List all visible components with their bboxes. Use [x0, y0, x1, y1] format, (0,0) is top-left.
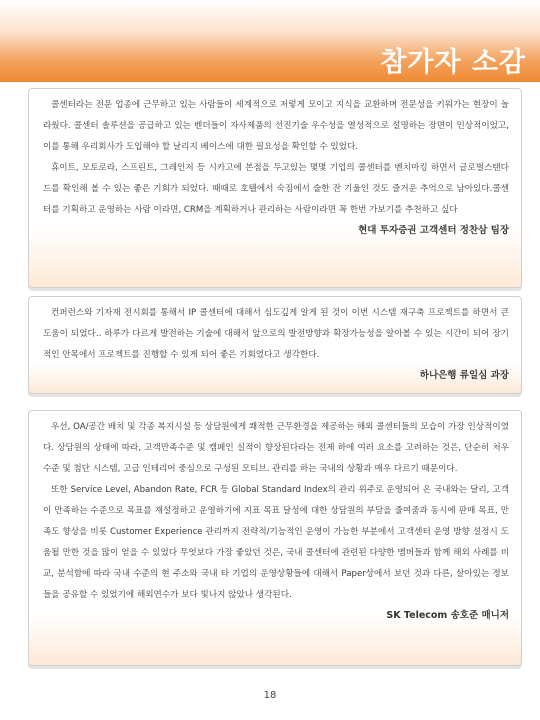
testimonial-card [28, 296, 522, 394]
testimonial-signature: SK Telecom 송호준 매니저 [386, 610, 509, 621]
testimonial-paragraph: 컨퍼런스와 기자재 전시회를 통해서 IP 콜센터에 대해서 심도깊게 알게 된 것이 이번 시스템 재구축 프로젝트를 하면서 큰 도움이 되었다.. 하루가 다르게 발전하는 기술에 대해서 앞으로의 발전방향과 확장가능성을 알아볼 수 있는 시간이 되어 장기적인 안목에서 프로젝트를 진행할 수 있게 되어 좋은 기회였다고 생각한다. [43, 308, 509, 360]
page-number: 18 [263, 690, 277, 701]
testimonial-card [28, 410, 522, 666]
page-title: 참가자 소감 [380, 47, 526, 78]
testimonial-card [28, 88, 522, 288]
header-band [0, 0, 540, 82]
testimonial-paragraph: 휴이트, 모토로라, 스프린트, 그레인저 등 시카고에 본점을 두고있는 몇몇 기업의 콜센터를 벤치마킹 하면서 글로벌스탠다드를 확인해 볼 수 있는 좋은 기회가 되었다. 때때로 호텔에서 숙짐에서 술한 잔 기울인 것도 즐거운 추억으로 남아있다.콜센터를 기획하고 운영하는 사람 이라면, CRM을 계획하거나 관리하는 사람이라면 꼭 한번 가보기를 추천하고 싶다 [43, 163, 509, 215]
testimonial-signature: 하나은행 류일심 과장 [419, 370, 509, 381]
testimonial-signature: 현대 투자증권 고객센터 정찬삼 팀장 [358, 225, 509, 236]
testimonial-paragraph: 콜센터라는 전문 업종에 근무하고 있는 사람들이 세계적으로 저렇게 모이고 지식을 교환하며 전문성을 키워가는 현장이 놀라웠다. 콜센터 솔루션을 공급하고 있는 벤더들이 자사제품의 선진기술 우수성을 열성적으로 설명하는 장면이 인상적이었고, 이를 통해 우리회사가 도입해야 할 날리지 베이스에 대한 필요성을 확인할 수 있었다. [43, 100, 509, 152]
testimonial-paragraph: 우선, OA/공간 배치 및 각종 복지시설 등 상담원에게 쾌적한 근무환경을 제공하는 해외 콜센터들의 모습이 가장 인상적이였다. 상담원의 상태에 따라, 고객만족수준 및 캠페인 실적이 향상된다라는 전제 하에 여러 요소를 고려하는 것은, 단순히 처우수준 및 첨단 시스템, 고급 인테리어 중심으로 구성된 모티브. 관리를 하는 국내의 상황과 매우 다르기 때문이다. [43, 422, 509, 474]
testimonial-paragraph: 또한 Service Level, Abandon Rate, FCR 등 Global Standard Index의 관리 위주로 운영되어 온 국내와는 달리, 고객이 만족하는 수준으로 목표를 재설정하고 운영하기에 지표 목표 달성에 대한 상담원의 부담을 줄여줌과 동시에 판매 목표, 만족도 향상을 비롯 Customer Experience 관리까지 전략적/기능적인 운영이 가능한 부분에서 고객센터 운영 방향 설정시 도움될 만한 것을 많이 얻을 수 있었다 무엇보다 가장 좋았던 것은, 국내 콜센터에 관련된 다양한 멤버들과 함께 해외 사례를 비교, 분석함에 따라 국내 수준의 현 주소와 국내 타 기업의 운영상황들에 대해서 Paper상에서 보던 것과 다른, 살아있는 정보들을 공유할 수 있었기에 해외연수가 보다 빛나지 않았나 생각된다. [43, 485, 509, 600]
